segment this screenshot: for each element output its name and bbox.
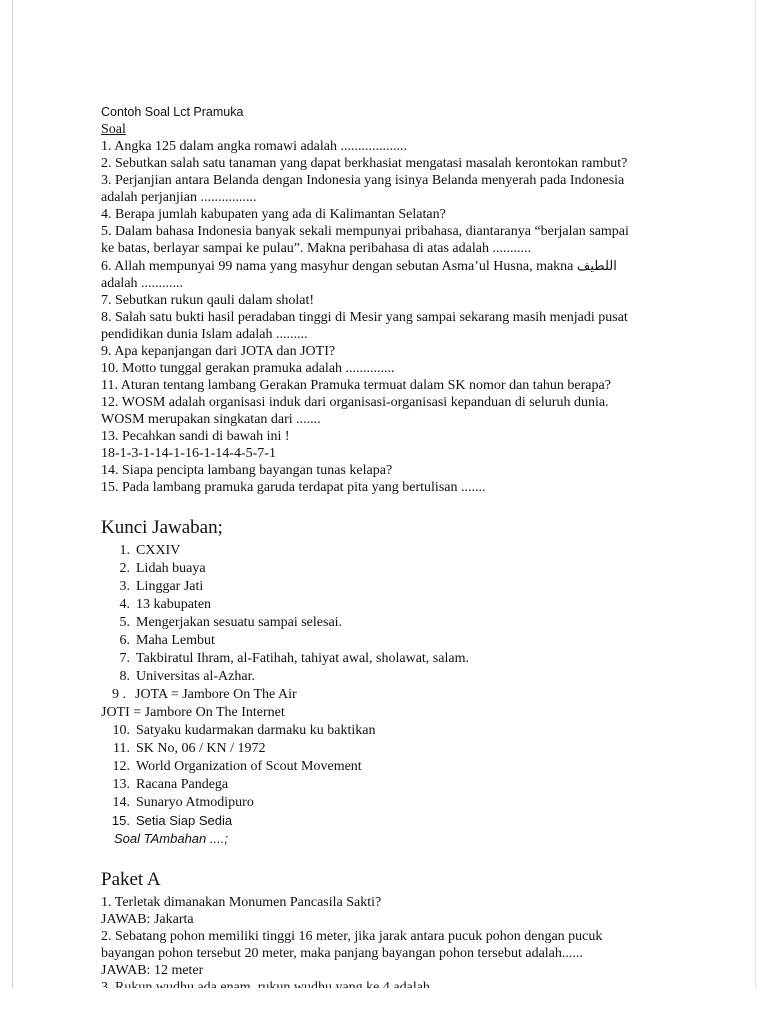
document-title: Contoh Soal Lct Pramuka	[101, 105, 244, 119]
question-line: 12. WOSM adalah organisasi induk dari organisasi-organisasi kepanduan di seluruh dunia.	[101, 395, 609, 410]
answer-item: 15. Setia Siap Sedia	[111, 813, 233, 828]
answer-item: 1. CXXIV	[119, 543, 181, 558]
question-line: 15. Pada lambang pramuka garuda terdapat pita yang bertulisan .......	[101, 480, 486, 495]
question-line: 11. Aturan tentang lambang Gerakan Pramuka termuat dalam SK nomor dan tahun berapa?	[101, 378, 611, 393]
question-line: 3. Perjanjian antara Belanda dengan Indonesia yang isinya Belanda menyerah pada Indonesia	[101, 173, 625, 188]
question-line: 6. Allah mempunyai 99 nama yang masyhur dengan sebutan Asma’ul Husna, makna	[101, 259, 574, 274]
question-line: 1. Angka 125 dalam angka romawi adalah ...................	[101, 139, 407, 154]
question-line: 8. Salah satu bukti hasil peradaban tinggi di Mesir yang sampai sekarang masih menjadi pusat	[101, 310, 628, 325]
answer-item: 6. Maha Lembut	[119, 633, 215, 648]
paket-line: JAWAB: 12 meter	[101, 963, 204, 978]
question-line: 2. Sebutkan salah satu tanaman yang dapat berkhasiat mengatasi masalah kerontokan rambut?	[101, 156, 628, 171]
question-line: 5. Dalam bahasa Indonesia banyak sekali mempunyai pribahasa, diantaranya “berjalan sampai	[101, 224, 629, 239]
page-cutoff	[0, 988, 768, 1024]
arabic-word: اللطيف	[576, 258, 617, 273]
answer-item: 13. Racana Pandega	[112, 777, 229, 792]
answer-item: 12. World Organization of Scout Movement	[112, 759, 362, 774]
question-line: pendidikan dunia Islam adalah .........	[101, 327, 308, 342]
paket-list	[101, 894, 661, 996]
question-line-6	[101, 257, 661, 275]
answer-item: 10. Satyaku kudarmakan darmaku ku baktikan	[112, 723, 376, 738]
question-line: 13. Pecahkan sandi di bawah ini !	[101, 429, 290, 444]
question-line: ke batas, berlayar sampai ke pulau”. Makna peribahasa di atas adalah ...........	[101, 241, 531, 256]
paket-line: 1. Terletak dimanakan Monumen Pancasila Sakti?	[101, 895, 382, 910]
soal-tambahan-label: Soal TAmbahan ....;	[114, 831, 228, 846]
answer-item: 8. Universitas al-Azhar.	[119, 669, 255, 684]
question-line: 9. Apa kepanjangan dari JOTA dan JOTI?	[101, 344, 336, 359]
answer-item-continuation: JOTI = Jambore On The Internet	[101, 705, 285, 720]
question-list	[101, 138, 661, 496]
answer-item: 14. Sunaryo Atmodipuro	[112, 795, 254, 810]
answer-item: 7. Takbiratul Ihram, al-Fatihah, tahiyat awal, sholawat, salam.	[119, 651, 469, 666]
question-line: 4. Berapa jumlah kabupaten yang ada di Kalimantan Selatan?	[101, 207, 446, 222]
answer-item: 2. Lidah buaya	[119, 561, 206, 576]
paket-line: bayangan pohon tersebut 20 meter, maka panjang bayangan pohon tersebut adalah......	[101, 946, 583, 961]
answer-item: 5. Mengerjakan sesuatu sampai selesai.	[119, 615, 343, 630]
page-right-edge	[755, 0, 756, 1024]
question-line: 10. Motto tunggal gerakan pramuka adalah ..............	[101, 361, 395, 376]
document-page	[101, 104, 661, 996]
question-line: adalah ............	[101, 276, 184, 291]
question-line: 7. Sebutkan rukun qauli dalam sholat!	[101, 293, 315, 308]
page-left-edge	[12, 0, 13, 1024]
paket-line: JAWAB: Jakarta	[101, 912, 194, 927]
spacer	[101, 848, 661, 868]
answer-item: 4. 13 kabupaten	[119, 597, 212, 612]
answer-item: 3. Linggar Jati	[119, 579, 204, 594]
paket-line: 2. Sebatang pohon memiliki tinggi 16 meter, jika jarak antara pucuk pohon dengan pucuk	[101, 929, 603, 944]
soal-heading[interactable]: Soal	[101, 122, 126, 137]
answer-list	[101, 542, 661, 830]
paket-heading: Paket A	[101, 869, 161, 890]
question-line: WOSM merupakan singkatan dari .......	[101, 412, 321, 427]
spacer	[101, 496, 661, 516]
answer-item: 11. SK No, 06 / KN / 1972	[113, 741, 266, 756]
question-line: 14. Siapa pencipta lambang bayangan tunas kelapa?	[101, 463, 393, 478]
question-line: adalah perjanjian ................	[101, 190, 257, 205]
kunci-heading: Kunci Jawaban;	[101, 517, 223, 538]
question-line: 18-1-3-1-14-1-16-1-14-4-5-7-1	[101, 446, 276, 461]
answer-item: 9 . JOTA = Jambore On The Air	[112, 687, 297, 702]
